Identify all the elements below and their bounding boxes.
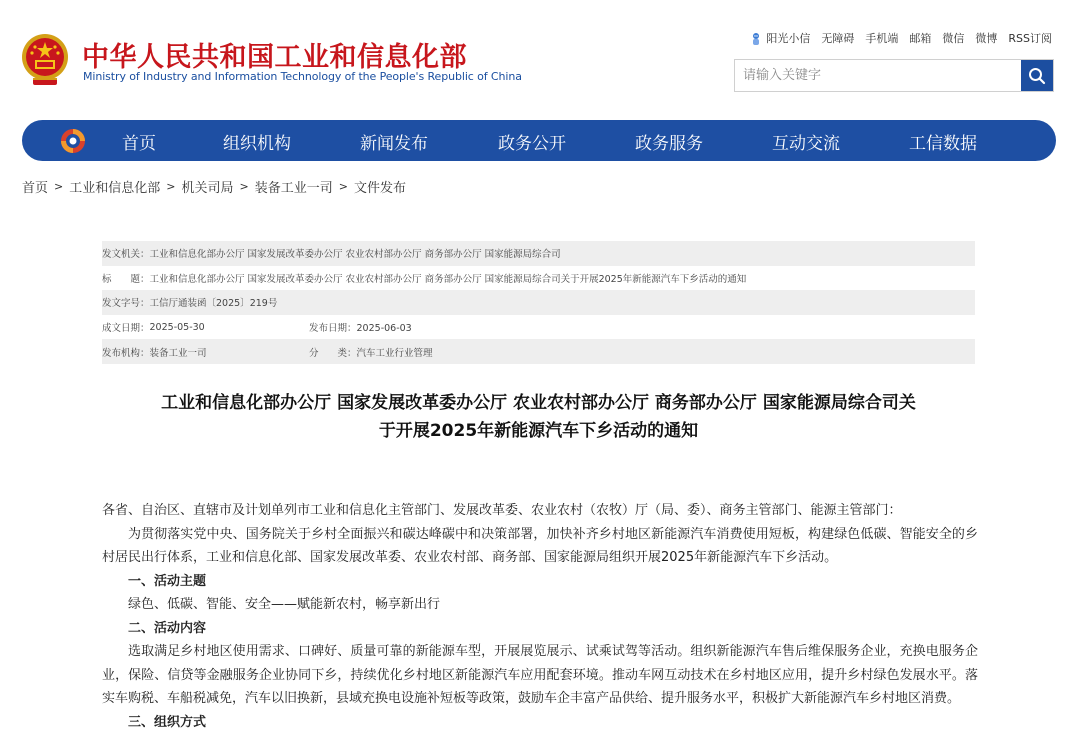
nav-interaction[interactable]: 互动交流 (772, 129, 840, 154)
site-title-english: Ministry of Industry and Information Technology of the People's Republic of China (83, 70, 522, 83)
meta-row-org (102, 339, 975, 364)
meta-category-label: 分 类： (309, 348, 357, 359)
mascot-icon (750, 32, 762, 46)
meta-issuer-label: 发文机关： (102, 246, 150, 260)
miit-logo-icon (59, 127, 87, 155)
meta-category-value: 汽车工业行业管理 (357, 348, 433, 359)
article-paragraph: 选取满足乡村地区使用需求、口碑好、质量可靠的新能源车型，开展展览展示、试乘试驾等活动。组织新能源汽车售后维保服务企业，充换电服务企业，保险、信贷等金融服务企业协同下乡，持续优化乡村地区新能源汽车应用配套环境。推动车网互动技术在乡村地区应用，提升乡村绿色发展水平。落实车购税、车船税减免，汽车以旧换新，县域充换电设施补短板等政策，鼓励车企丰富产品供给、提升服务水平，积极扩大新能源汽车乡村地区消费。 (102, 640, 978, 711)
breadcrumb-equipment-dept[interactable]: 装备工业一司 (255, 177, 333, 196)
article-title (102, 389, 975, 445)
search-input[interactable] (735, 60, 1021, 91)
article-title-line1: 工业和信息化部办公厅 国家发展改革委办公厅 农业农村部办公厅 商务部办公厅 国家能源局综合司关 (102, 389, 975, 417)
nav-home[interactable]: 首页 (122, 129, 156, 154)
article-paragraph: 绿色、低碳、智能、安全——赋能新农村，畅享新出行 (102, 593, 978, 617)
nav-gov-service[interactable]: 政务服务 (635, 129, 703, 154)
site-header (0, 0, 1080, 110)
meta-row-issuer (102, 241, 975, 266)
link-wechat[interactable]: 微信 (942, 30, 964, 46)
meta-row-title (102, 266, 975, 291)
article-title-line2: 于开展2025年新能源汽车下乡活动的通知 (102, 417, 975, 445)
article-paragraph: 为贯彻落实党中央、国务院关于乡村全面振兴和碳达峰碳中和决策部署，加快补齐乡村地区新能源汽车消费使用短板，构建绿色低碳、智能安全的乡村居民出行体系，工业和信息化部、国家发展改革委、农业农村部、商务部、国家能源局组织开展2025年新能源汽车下乡活动。 (102, 523, 978, 570)
section-heading: 三、组织方式 (102, 711, 978, 734)
meta-org-value: 装备工业一司 (150, 345, 207, 359)
meta-pubdate (309, 320, 412, 334)
breadcrumb-documents[interactable]: 文件发布 (354, 177, 406, 196)
link-sunshine[interactable] (750, 30, 810, 46)
chevron-right-icon: > (54, 180, 63, 193)
link-mobile[interactable]: 手机端 (865, 30, 898, 46)
meta-docno-label: 发文字号： (102, 295, 150, 309)
breadcrumb-ministry[interactable]: 工业和信息化部 (69, 177, 160, 196)
meta-row-dates (102, 315, 975, 340)
meta-date-label: 成文日期： (102, 320, 150, 334)
nav-organization[interactable]: 组织机构 (223, 129, 291, 154)
meta-org-label: 发布机构： (102, 345, 150, 359)
search-box (734, 59, 1054, 92)
link-rss[interactable]: RSS订阅 (1008, 30, 1052, 46)
meta-title-value: 工业和信息化部办公厅 国家发展改革委办公厅 农业农村部办公厅 商务部办公厅 国家能源局综合司关于开展2025年新能源汽车下乡活动的通知 (150, 271, 747, 285)
link-accessibility[interactable]: 无障碍 (821, 30, 854, 46)
main-nav (22, 120, 1056, 161)
document-meta-table (102, 241, 975, 364)
top-links (750, 30, 1052, 46)
breadcrumb (22, 177, 406, 196)
meta-title-label: 标 题： (102, 271, 150, 285)
meta-category (309, 345, 433, 359)
site-title: 中华人民共和国工业和信息化部 (82, 35, 467, 74)
meta-pubdate-value: 2025-06-03 (357, 323, 412, 334)
section-heading: 一、活动主题 (102, 570, 978, 594)
chevron-right-icon: > (239, 180, 248, 193)
chevron-right-icon: > (166, 180, 175, 193)
meta-date-value: 2025-05-30 (150, 322, 205, 333)
meta-issuer-value: 工业和信息化部办公厅 国家发展改革委办公厅 农业农村部办公厅 商务部办公厅 国家能源局综合司 (150, 246, 561, 260)
link-sunshine-label: 阳光小信 (766, 32, 810, 45)
search-button[interactable] (1021, 60, 1053, 91)
meta-pubdate-label: 发布日期： (309, 323, 357, 334)
breadcrumb-home[interactable]: 首页 (22, 177, 48, 196)
nav-news[interactable]: 新闻发布 (360, 129, 428, 154)
nav-gov-affairs[interactable]: 政务公开 (498, 129, 566, 154)
breadcrumb-departments[interactable]: 机关司局 (181, 177, 233, 196)
article-salutation: 各省、自治区、直辖市及计划单列市工业和信息化主管部门、发展改革委、农业农村（农牧）厅（局、委）、商务主管部门、能源主管部门： (102, 499, 978, 523)
search-icon (1028, 67, 1046, 85)
meta-row-docno (102, 290, 975, 315)
chevron-right-icon: > (339, 180, 348, 193)
link-email[interactable]: 邮箱 (909, 30, 931, 46)
nav-data[interactable]: 工信数据 (909, 129, 977, 154)
article-body (102, 499, 978, 734)
link-weibo[interactable]: 微博 (975, 30, 997, 46)
national-emblem-icon[interactable] (20, 33, 70, 87)
meta-docno-value: 工信厅通装函〔2025〕219号 (150, 295, 278, 309)
section-heading: 二、活动内容 (102, 617, 978, 641)
